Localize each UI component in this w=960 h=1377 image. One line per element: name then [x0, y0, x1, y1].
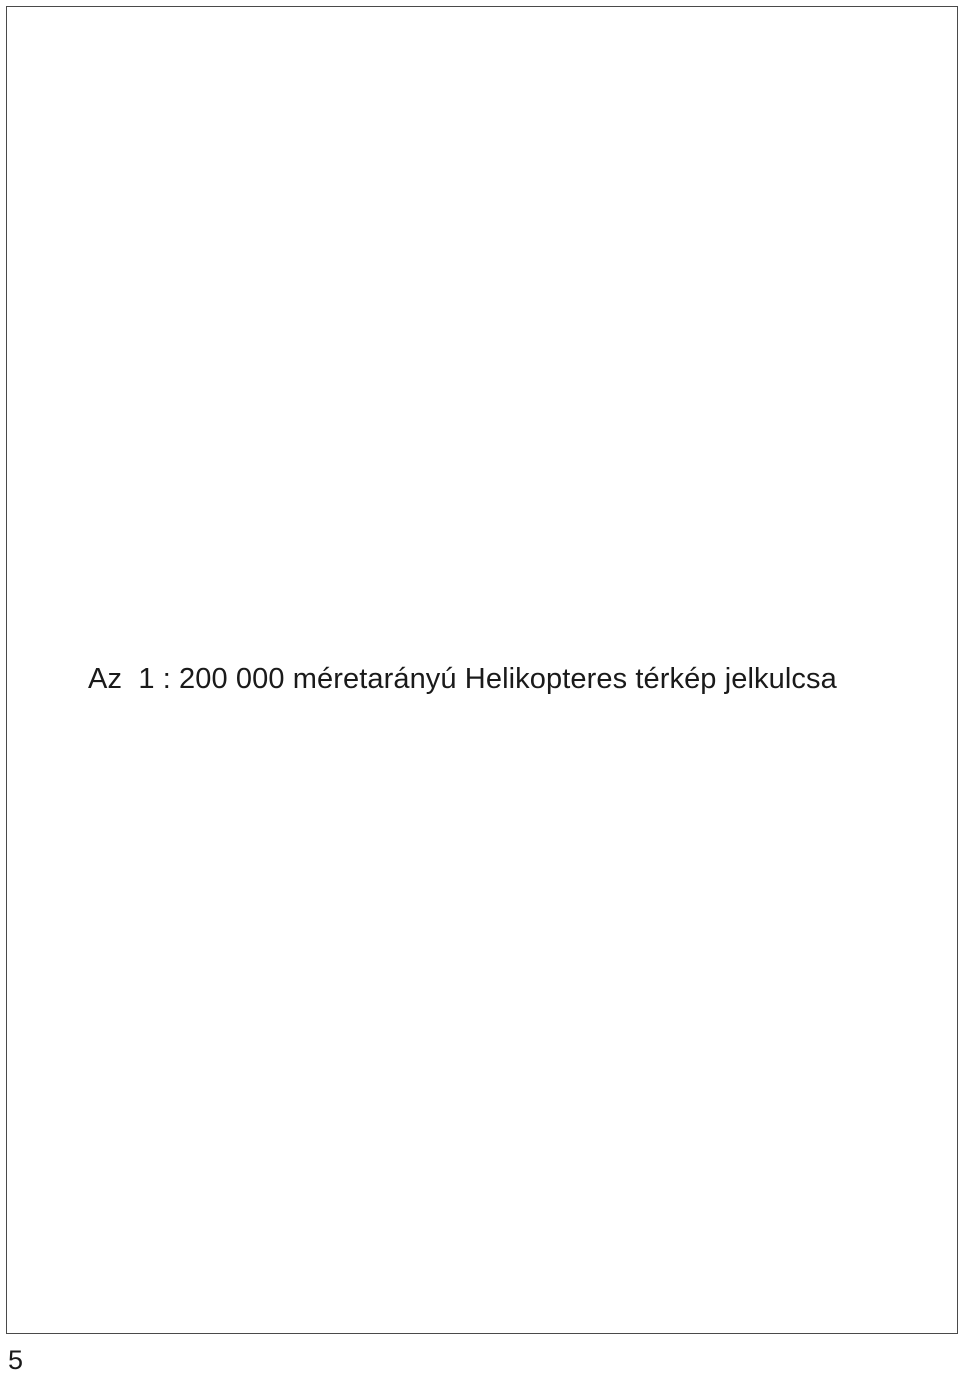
- page-number: 5: [8, 1345, 24, 1375]
- page-frame: [6, 6, 958, 1334]
- page-title: Az 1 : 200 000 méretarányú Helikopteres térkép jelkulcsa: [88, 663, 837, 695]
